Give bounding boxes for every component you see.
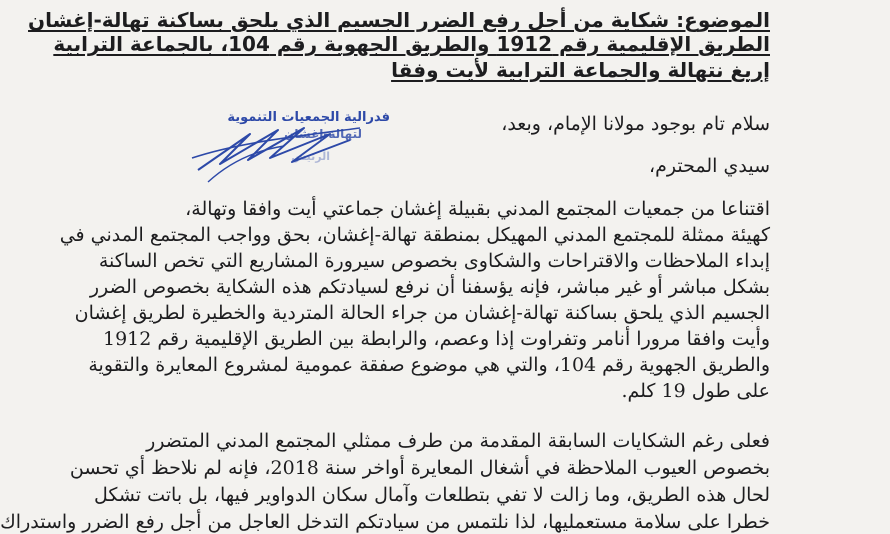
stamp-line-1: فدرالية الجمعيات التنموية bbox=[227, 110, 390, 125]
paragraph-1-line: كهيئة ممثلة للمجتمع المدني المهيكل بمنطقة تهالة-إغشان، بحق وواجب المجتمع المدني في bbox=[59, 224, 770, 246]
stamp-line-3: الرئيس bbox=[291, 150, 330, 163]
paragraph-2-line: فعلى رغم الشكايات السابقة المقدمة من طرف ممثلي المجتمع المدني المتضرر bbox=[146, 430, 770, 452]
paragraph-2-line: بخصوص العيوب الملاحظة في أشغال المعايرة أواخر سنة 2018، فإنه لم نلاحظ أي تحسن bbox=[69, 457, 770, 479]
paragraph-1-line: وأيت وافقا مرورا أنامر وتفراوت إذا وعصم، والرابطة بين الطريق الإقليمية رقم 1912 bbox=[102, 328, 770, 350]
paragraph-2-line: لحال هذه الطريق، وما زالت لا تفي بتطلعات وآمال سكان الدواوير فيها، بل باتت تشكل bbox=[93, 484, 770, 506]
subject-line-3: إريغ نتهالة والجماعة الترابية لأيت وفقا bbox=[391, 58, 770, 82]
paragraph-1-line: الجسيم الذي يلحق بساكنة تهالة-إغشان من جراء الحالة المتردية والخطيرة لطريق إغشان bbox=[74, 302, 770, 324]
paragraph-1-line: اقتناعا من جمعيات المجتمع المدني بقبيلة إغشان جماعتي أيت وافقا وتهالة، bbox=[185, 198, 770, 220]
salutation-line: سيدي المحترم، bbox=[649, 155, 770, 177]
paragraph-1-line: بشكل مباشر أو غير مباشر، فإنه يؤسفنا أن نرفع لسيادتكم هذه الشكاية بخصوص الضرر bbox=[89, 276, 770, 298]
subject-line-1: الموضوع: شكاية من أجل رفع الضرر الجسيم الذي يلحق بساكنة تهالة-إغشان bbox=[28, 8, 770, 32]
stamp-line-2: لتهالة-إغشان bbox=[284, 127, 362, 141]
paragraph-1-line: والطريق الجهوية رقم 104، والتي هي موضوع صفقة عمومية لمشروع المعايرة والتقوية bbox=[88, 354, 770, 376]
subject-line-2: الطريق الإقليمية رقم 1912 والطريق الجهوية رقم 104، بالجماعة الترابية bbox=[53, 32, 770, 56]
paragraph-2-line: خطرا على سلامة مستعمليها، لذا نلتمس من سيادتكم التدخل العاجل من أجل رفع الضرر واستدراك bbox=[0, 511, 770, 533]
greeting-line: سلام تام بوجود مولانا الإمام، وبعد، bbox=[501, 113, 770, 135]
association-stamp bbox=[180, 100, 390, 190]
paragraph-1-line: على طول 19 كلم. bbox=[621, 380, 770, 402]
paragraph-1-line: إبداء الملاحظات والاقتراحات والشكاوى بخصوص سيرورة المشاريع التي تخص الساكنة bbox=[98, 250, 770, 272]
signature-scribble bbox=[180, 100, 390, 190]
